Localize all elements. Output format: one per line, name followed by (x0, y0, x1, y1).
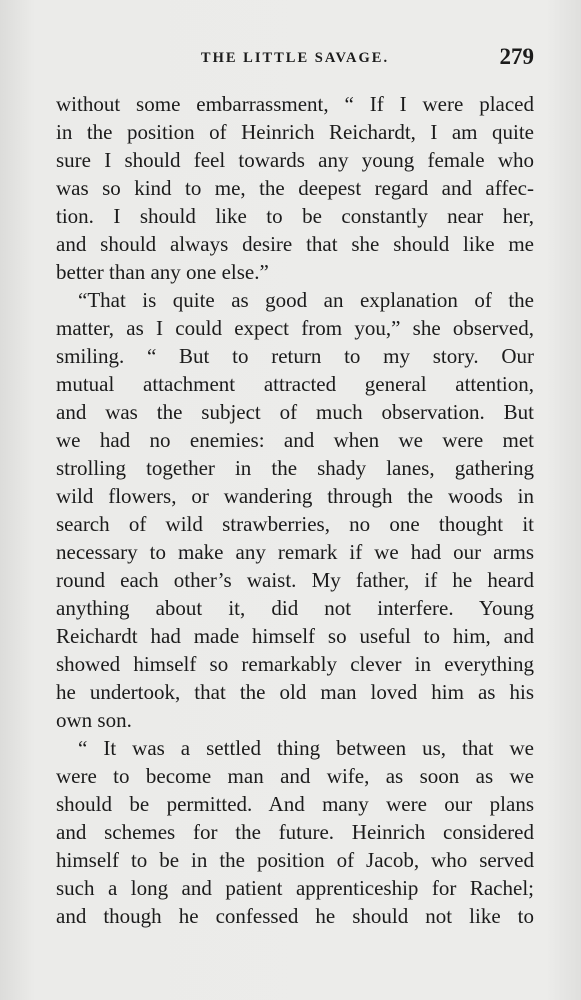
text-line: matter, as I could expect from you,” she observed, (56, 316, 534, 340)
text-line: sure I should feel towards any young female who (56, 148, 534, 172)
text-line: round each other’s waist. My father, if he heard (56, 568, 534, 592)
text-line: and schemes for the future. Heinrich considered (56, 820, 534, 844)
text-line: was so kind to me, the deepest regard and affec- (56, 176, 534, 200)
text-line: such a long and patient apprenticeship for Rachel; (56, 876, 534, 900)
text-line: he undertook, that the old man loved him as his (56, 680, 534, 704)
text-line: “ It was a settled thing between us, that we (78, 736, 534, 760)
running-head (56, 46, 534, 72)
page-number: 279 (499, 44, 534, 69)
text-line: we had no enemies: and when we were met (56, 428, 534, 452)
text-line: mutual attachment attracted general attention, (56, 372, 534, 396)
text-line: better than any one else.” (56, 260, 269, 284)
text-line: smiling. “ But to return to my story. Our (56, 344, 534, 368)
text-line: own son. (56, 708, 132, 732)
text-line: wild flowers, or wandering through the woods in (56, 484, 534, 508)
text-line: showed himself so remarkably clever in everything (56, 652, 534, 676)
text-line: in the position of Heinrich Reichardt, I am quite (56, 120, 534, 144)
text-line: search of wild strawberries, no one thought it (56, 512, 534, 536)
text-line: “That is quite as good an explanation of the (78, 288, 534, 312)
text-line: were to become man and wife, as soon as we (56, 764, 534, 788)
text-line: himself to be in the position of Jacob, who served (56, 848, 534, 872)
text-line: necessary to make any remark if we had our arms (56, 540, 534, 564)
text-line: Reichardt had made himself so useful to him, and (56, 624, 534, 648)
text-line: and was the subject of much observation. But (56, 400, 534, 424)
text-line: strolling together in the shady lanes, gathering (56, 456, 534, 480)
text-line: tion. I should like to be constantly near her, (56, 204, 534, 228)
body-text (56, 90, 534, 930)
text-line: and should always desire that she should like me (56, 232, 534, 256)
text-line: without some embarrassment, “ If I were placed (56, 92, 534, 116)
text-line: and though he confessed he should not like to (56, 904, 534, 928)
text-line: anything about it, did not interfere. Young (56, 596, 534, 620)
text-line: should be permitted. And many were our plans (56, 792, 534, 816)
running-title: THE LITTLE SAVAGE. (200, 50, 390, 66)
